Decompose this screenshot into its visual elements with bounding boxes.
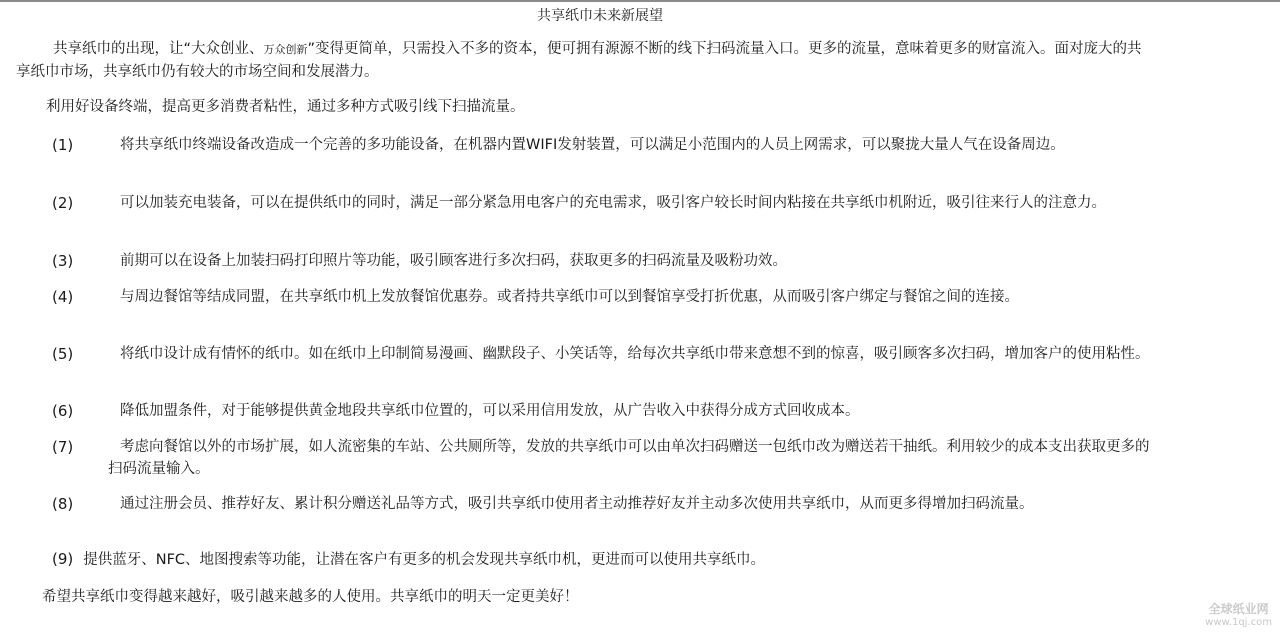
item-text: 将纸巾设计成有情怀的纸巾。如在纸巾上印制简易漫画、幽默段子、小笑话等，给每次共享纸巾带来意想不到的惊喜，吸引顾客多次扫码，增加客户的使用粘性。 [120, 346, 1150, 362]
item-number: (5) [52, 345, 74, 363]
item-number: (7) [52, 438, 74, 456]
intro-text-part2: ”变得更简单，只需投入不多的资本，便可拥有源源不断的线下扫码流量入口。更多的流量，意味着更多的财富流入。面对庞大的共享纸巾市场，共享纸巾仍有较大的市场空间和发展潜力。 [16, 41, 1142, 80]
lead-paragraph: 利用好设备终端，提高更多消费者粘性，通过多种方式吸引线下扫描流量。 [46, 99, 525, 115]
item-number: (8) [52, 495, 74, 513]
item-text: 将共享纸巾终端设备改造成一个完善的多功能设备，在机器内置WIFI发射装置，可以满足小范围内的人员上网需求，可以聚拢大量人气在设备周边。 [120, 137, 1065, 153]
item-text: 考虑向餐馆以外的市场扩展，如人流密集的车站、公共厕所等，发放的共享纸巾可以由单次扫码赠送一包纸巾改为赠送若干抽纸。利用较少的成本支出获取更多的扫码流量输入。 [108, 439, 1150, 477]
item-number: (6) [52, 402, 74, 420]
watermark-url: www.1qj.com [1205, 617, 1272, 628]
item-number: (1) [52, 136, 74, 154]
closing-paragraph: 希望共享纸巾变得越来越好，吸引越来越多的人使用。共享纸巾的明天一定更美好！ [42, 589, 579, 605]
item-number: (3) [52, 252, 74, 270]
intro-text-part1: 共享纸巾的出现，让“大众创业、 [53, 41, 264, 57]
watermark-name: 全球纸业网 [1208, 602, 1269, 616]
intro-text-small: 万众创新 [263, 43, 308, 56]
item-text: 通过注册会员、推荐好友、累计积分赠送礼品等方式，吸引共享纸巾使用者主动推荐好友并主动多次使用共享纸巾，从而更多得增加扫码流量。 [120, 496, 1034, 512]
list-item-9 [52, 548, 765, 571]
page-title: 共享纸巾未来新展望 [537, 8, 663, 24]
item-text: 降低加盟条件，对于能够提供黄金地段共享纸巾位置的，可以采用信用发放，从广告收入中获得分成方式回收成本。 [120, 403, 860, 419]
item-number: (2) [52, 194, 74, 212]
item-number: (4) [52, 288, 74, 306]
item-text: 可以加装充电装备，可以在提供纸巾的同时，满足一部分紧急用电客户的充电需求，吸引客户较长时间内粘接在共享纸巾机附近，吸引往来行人的注意力。 [120, 195, 1106, 211]
item-number: (9) [52, 550, 74, 568]
watermark-logo [1205, 603, 1272, 629]
intro-paragraph [16, 38, 1156, 83]
item-text: 与周边餐馆等结成同盟，在共享纸巾机上发放餐馆优惠券。或者持共享纸巾可以到餐馆享受打折优惠，从而吸引客户绑定与餐馆之间的连接。 [120, 289, 1019, 305]
item-text: 提供蓝牙、NFC、地图搜索等功能，让潜在客户有更多的机会发现共享纸巾机，更进而可以使用共享纸巾。 [83, 552, 766, 568]
top-border-line [0, 0, 1280, 2]
item-text: 前期可以在设备上加装扫码打印照片等功能，吸引顾客进行多次扫码，获取更多的扫码流量及吸粉功效。 [120, 253, 787, 269]
